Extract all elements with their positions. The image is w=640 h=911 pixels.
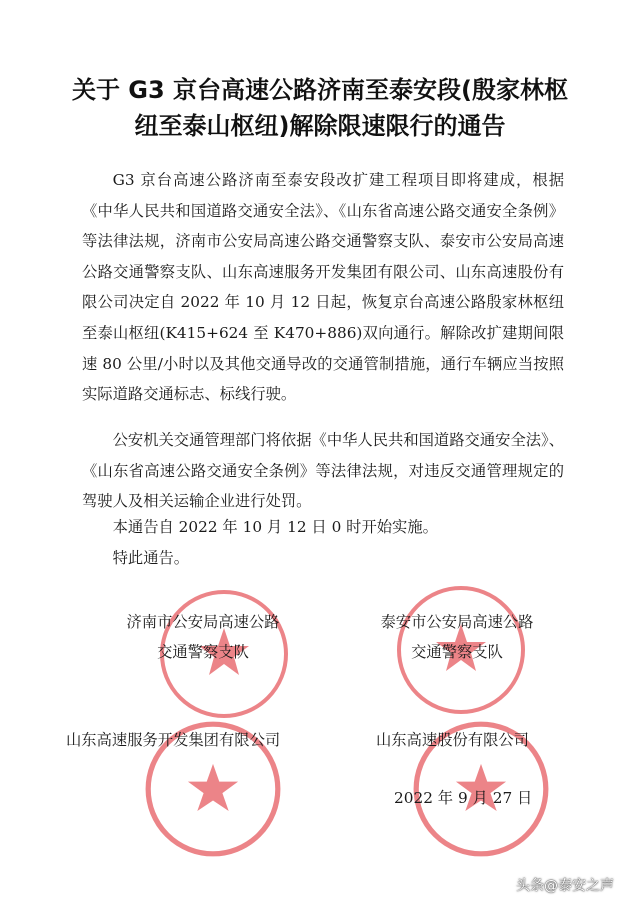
paragraph-4: 特此通告。 (112, 549, 190, 567)
notice-title (40, 72, 600, 144)
jinan-police-signature (108, 607, 298, 667)
paragraph-1: G3 京台高速公路济南至泰安段改扩建工程项目即将建成，根据《中华人民共和国道路交通安全法》、《山东省高速公路交通安全条例》等法律法规，济南市公安局高速公路交通警察支队、泰安市公安局高速公路交通警察支队、山东高速服务开发集团有限公司、山东高速股份有限公司决定自 2022 年 10 月 12 日起，恢复京台高速公路殷家林枢纽至泰山枢纽(K415+624 至 K470+886)双向通行。解除改扩建期间限速 80 公里/小时以及其他交通导改的交通管制措施，通行车辆应当按照实际道路交通标志、标线行驶。 (82, 171, 564, 404)
notice-title-line2: 纽至泰山枢纽)解除限速限行的通告 (134, 112, 506, 140)
jinan-police-line2: 交通警察支队 (157, 643, 249, 661)
service-group-signature: 山东高速服务开发集团有限公司 (66, 731, 281, 749)
taian-police-line1: 泰安市公安局高速公路 (380, 613, 534, 631)
paragraph-3: 本通告自 2022 年 10 月 12 日 0 时开始实施。 (112, 518, 438, 536)
taian-police-signature (362, 607, 552, 667)
watermark-text: 头条@泰安之声 (516, 878, 614, 894)
shares-company-signature: 山东高速股份有限公司 (376, 731, 529, 749)
paragraph-2: 公安机关交通管理部门将依据《中华人民共和国道路交通安全法》、《山东省高速公路交通安全条例》等法律法规，对违反交通管理规定的驾驶人及相关运输企业进行处罚。 (82, 431, 564, 511)
jinan-police-line1: 济南市公安局高速公路 (126, 613, 280, 631)
watermark (508, 873, 622, 897)
notice-title-line1: 关于 G3 京台高速公路济南至泰安段(殷家林枢 (71, 76, 569, 104)
notice-date: 2022 年 9 月 27 日 (394, 789, 533, 807)
taian-police-line2: 交通警察支队 (411, 643, 503, 661)
